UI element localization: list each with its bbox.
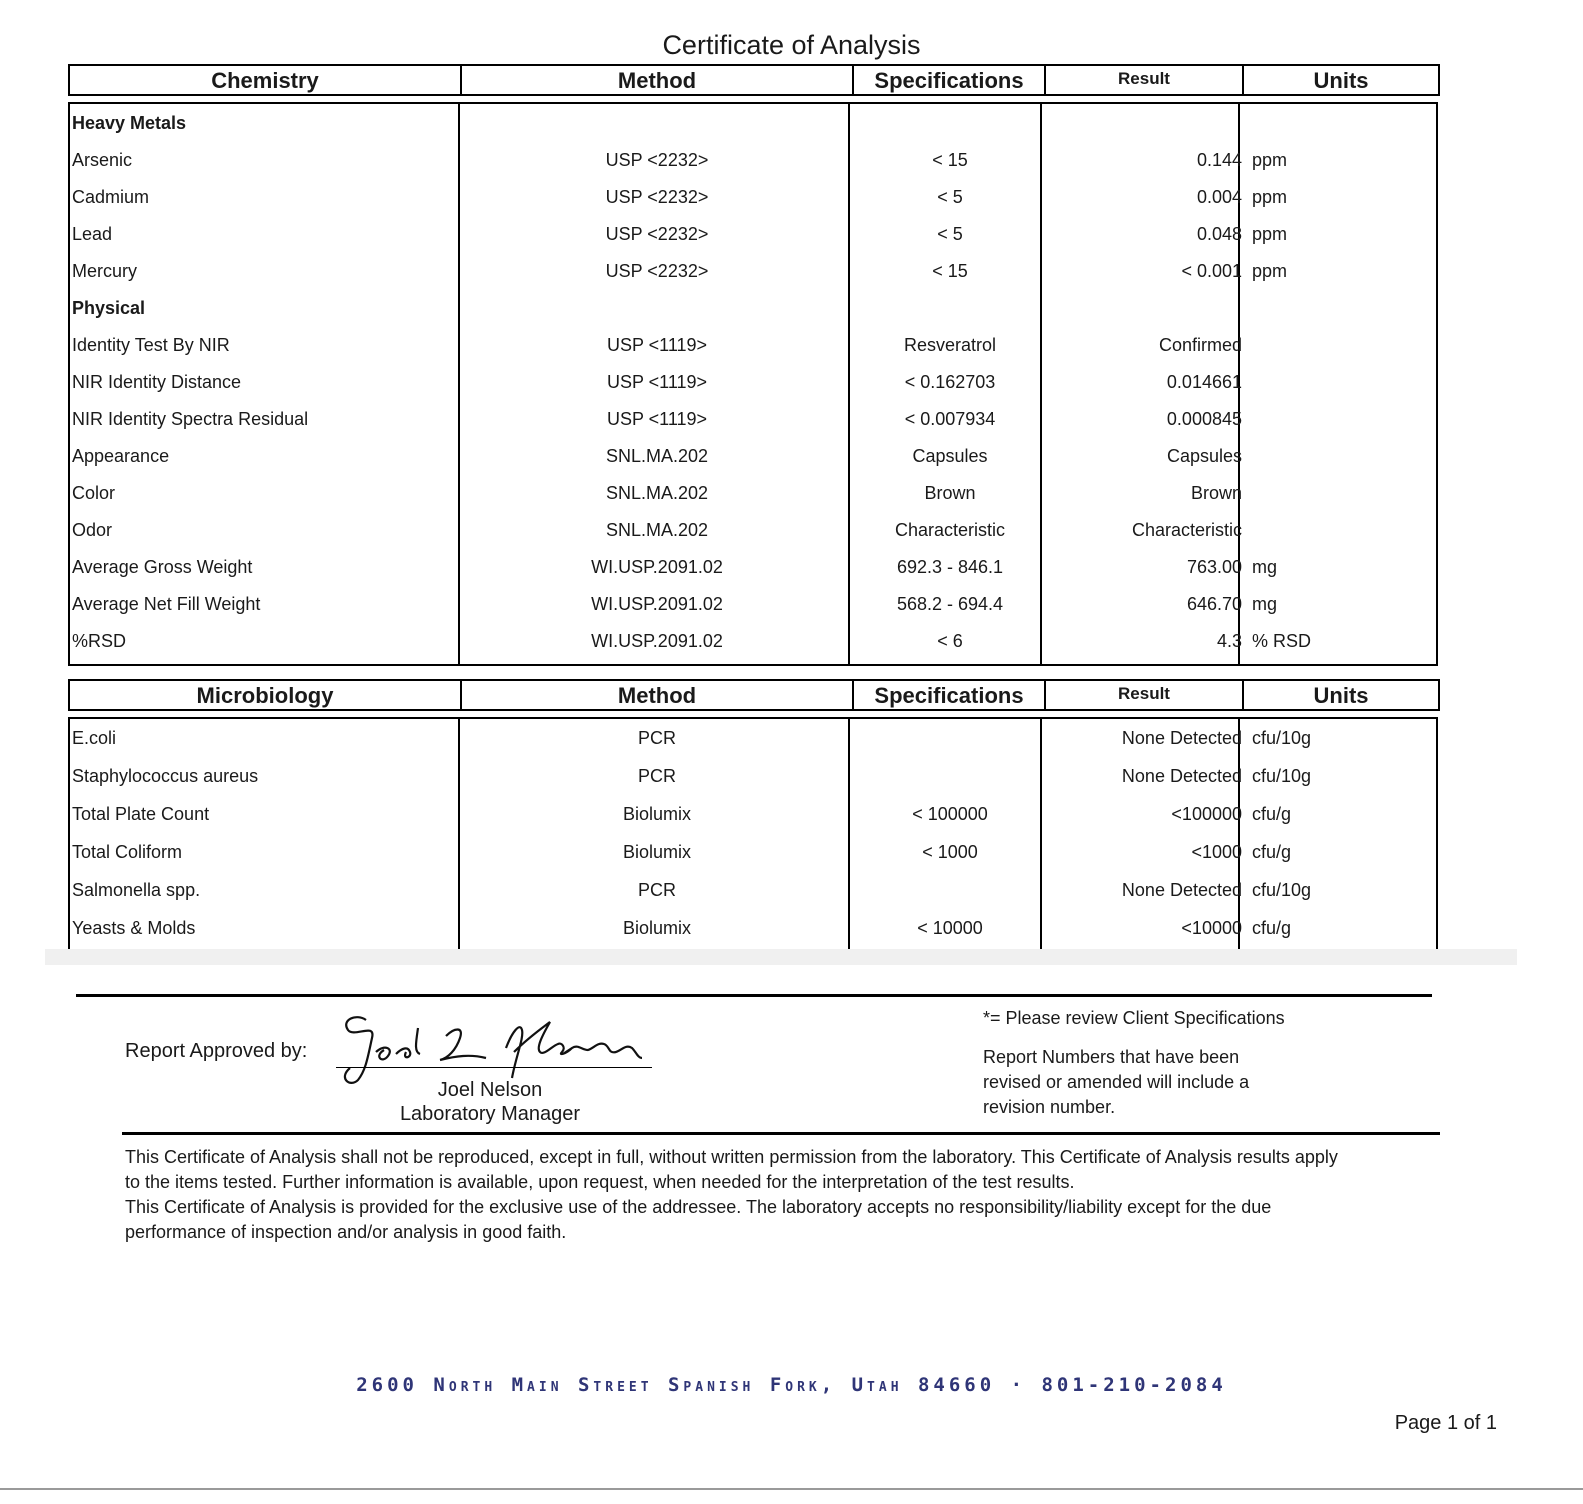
row-unit: cfu/g — [1252, 918, 1292, 938]
row-method: PCR — [637, 880, 676, 900]
row-method: WI.USP.2091.02 — [591, 594, 723, 614]
divider-line — [76, 994, 1432, 997]
row-unit: % RSD — [1252, 631, 1312, 651]
row-method: USP <2232> — [605, 187, 709, 207]
document-title: Certificate of Analysis — [662, 30, 921, 60]
row-method: USP <2232> — [605, 261, 709, 281]
row-unit: cfu/g — [1252, 804, 1292, 824]
table-row — [70, 252, 1440, 290]
row-result: Brown — [1190, 483, 1242, 503]
header-units: Units — [1313, 683, 1369, 708]
disclaimer-line: This Certificate of Analysis is provided for the exclusive use of the addressee. The laboratory accepts no responsibility/liability except for the due — [125, 1197, 1272, 1217]
row-result: 0.004 — [1196, 187, 1242, 207]
row-name: NIR Identity Distance — [72, 372, 242, 392]
table-row — [70, 719, 1440, 757]
client-spec-note: *= Please review Client Specifications — [983, 1008, 1285, 1028]
row-method: Biolumix — [622, 918, 692, 938]
microbiology-body — [68, 717, 1438, 951]
signature-line — [336, 1067, 652, 1068]
table-row — [70, 141, 1440, 179]
row-method: SNL.MA.202 — [605, 520, 709, 540]
bottom-border — [0, 1488, 1583, 1490]
row-unit: mg — [1252, 594, 1278, 614]
table-row — [70, 548, 1440, 586]
row-name: Total Plate Count — [72, 804, 210, 824]
row-method: USP <1119> — [606, 335, 708, 355]
row-result: 0.048 — [1196, 224, 1242, 244]
disclaimer-line: to the items tested. Further information is available, upon request, when needed for the interpretation of the test results. — [125, 1172, 1075, 1192]
row-name: Staphylococcus aureus — [72, 766, 259, 786]
row-unit: cfu/g — [1252, 842, 1292, 862]
row-name: Arsenic — [72, 150, 133, 170]
microbiology-table — [68, 679, 1440, 938]
row-result: Capsules — [1166, 446, 1242, 466]
header-chemistry: Chemistry — [70, 66, 462, 94]
row-method: PCR — [637, 766, 676, 786]
table-row — [70, 909, 1440, 947]
row-unit: cfu/10g — [1252, 728, 1312, 748]
revision-note-line: revision number. — [983, 1097, 1116, 1117]
table-row — [70, 622, 1440, 660]
table-row — [70, 104, 1440, 142]
row-specification: < 5 — [937, 187, 963, 207]
row-name: Identity Test By NIR — [72, 335, 230, 355]
divider-line — [122, 1132, 1440, 1135]
row-name: Salmonella spp. — [72, 880, 201, 900]
row-name: Yeasts & Molds — [72, 918, 196, 938]
row-specification: < 10000 — [917, 918, 983, 938]
header-units: Units — [1313, 68, 1369, 93]
table-row — [70, 474, 1440, 512]
row-method: SNL.MA.202 — [605, 483, 709, 503]
row-specification: 692.3 - 846.1 — [896, 557, 1004, 577]
row-method: PCR — [637, 728, 676, 748]
row-result: < 0.001 — [1181, 261, 1242, 281]
header-method: Method — [462, 66, 854, 94]
table-row — [70, 215, 1440, 253]
row-specification: < 15 — [932, 261, 968, 281]
approved-by-label: Report Approved by: — [125, 1040, 308, 1062]
row-specification: Capsules — [912, 446, 988, 466]
row-unit: cfu/10g — [1252, 766, 1312, 786]
table-row — [70, 289, 1440, 327]
row-name: Heavy Metals — [72, 113, 187, 133]
header-specifications: Specifications — [854, 66, 1046, 94]
row-method: Biolumix — [622, 804, 692, 824]
row-method: WI.USP.2091.02 — [591, 557, 723, 577]
disclaimer-line: performance of inspection and/or analysis in good faith. — [125, 1222, 567, 1242]
row-result: <1000 — [1191, 842, 1242, 862]
row-result: Characteristic — [1131, 520, 1242, 540]
row-specification: 568.2 - 694.4 — [896, 594, 1004, 614]
row-unit: ppm — [1252, 261, 1288, 281]
row-unit: cfu/10g — [1252, 880, 1312, 900]
row-name: E.coli — [72, 728, 117, 748]
table-row — [70, 757, 1440, 795]
row-specification: < 6 — [937, 631, 963, 651]
header-result: Result — [1046, 66, 1244, 94]
disclaimer-line: This Certificate of Analysis shall not be reproduced, except in full, without written permission from the laboratory. This Certificate of Analysis results apply — [125, 1147, 1338, 1167]
row-result: None Detected — [1121, 728, 1242, 748]
chemistry-table — [68, 64, 1440, 651]
table-row — [70, 795, 1440, 833]
row-result: <10000 — [1181, 918, 1242, 938]
row-name: Total Coliform — [72, 842, 183, 862]
row-result: Confirmed — [1158, 335, 1242, 355]
header-specifications: Specifications — [854, 681, 1046, 709]
row-specification: Characteristic — [894, 520, 1006, 540]
row-unit: ppm — [1252, 224, 1288, 244]
revision-note-line: revised or amended will include a — [983, 1072, 1250, 1092]
row-result: <100000 — [1171, 804, 1242, 824]
row-result: 763.00 — [1186, 557, 1242, 577]
row-unit: ppm — [1252, 187, 1288, 207]
row-specification: < 5 — [937, 224, 963, 244]
row-name: Average Net Fill Weight — [72, 594, 261, 614]
table-row — [70, 437, 1440, 475]
table-row — [70, 400, 1440, 438]
row-specification: < 100000 — [912, 804, 988, 824]
approver-name: Joel Nelson — [437, 1079, 543, 1101]
row-method: WI.USP.2091.02 — [591, 631, 723, 651]
row-name: NIR Identity Spectra Residual — [72, 409, 309, 429]
row-method: SNL.MA.202 — [605, 446, 709, 466]
row-method: USP <1119> — [606, 372, 708, 392]
signature-image — [336, 1008, 656, 1088]
row-result: None Detected — [1121, 880, 1242, 900]
header-result: Result — [1046, 681, 1244, 709]
row-result: 0.014661 — [1166, 372, 1242, 392]
table-row — [70, 585, 1440, 623]
row-result: 0.000845 — [1166, 409, 1242, 429]
table-row — [70, 326, 1440, 364]
table-row — [70, 833, 1440, 871]
row-name: Physical — [72, 298, 146, 318]
microbiology-header-row — [68, 679, 1440, 711]
table-row — [70, 871, 1440, 909]
row-specification: < 1000 — [922, 842, 978, 862]
row-name: Lead — [72, 224, 113, 244]
row-name: Color — [72, 483, 116, 503]
row-specification: < 15 — [932, 150, 968, 170]
row-result: 4.3 — [1216, 631, 1242, 651]
approver-role: Laboratory Manager — [399, 1103, 581, 1125]
header-method: Method — [462, 681, 854, 709]
row-method: USP <1119> — [606, 409, 708, 429]
table-row — [70, 178, 1440, 216]
page-number: Page 1 of 1 — [1394, 1412, 1497, 1434]
row-specification: < 0.007934 — [904, 409, 996, 429]
row-name: Odor — [72, 520, 113, 540]
row-method: USP <2232> — [605, 150, 709, 170]
row-specification: Brown — [924, 483, 976, 503]
table-row — [70, 511, 1440, 549]
row-name: Mercury — [72, 261, 138, 281]
row-name: Cadmium — [72, 187, 150, 207]
row-specification: Resveratrol — [903, 335, 997, 355]
chemistry-body — [68, 102, 1438, 666]
row-result: 0.144 — [1196, 150, 1242, 170]
header-microbiology: Microbiology — [70, 681, 462, 709]
row-specification: < 0.162703 — [904, 372, 996, 392]
row-result: None Detected — [1121, 766, 1242, 786]
chemistry-header-row — [68, 64, 1440, 96]
row-unit: mg — [1252, 557, 1278, 577]
row-name: Average Gross Weight — [72, 557, 253, 577]
grey-band — [45, 949, 1517, 965]
table-row — [70, 363, 1440, 401]
row-name: %RSD — [72, 631, 127, 651]
row-method: Biolumix — [622, 842, 692, 862]
row-result: 646.70 — [1186, 594, 1242, 614]
lab-address: 2600 North Main Street Spanish Fork, Utah 84660 · 801-210-2084 — [356, 1374, 1227, 1396]
row-name: Appearance — [72, 446, 170, 466]
row-method: USP <2232> — [605, 224, 709, 244]
row-unit: ppm — [1252, 150, 1288, 170]
revision-note-line: Report Numbers that have been — [983, 1047, 1240, 1067]
